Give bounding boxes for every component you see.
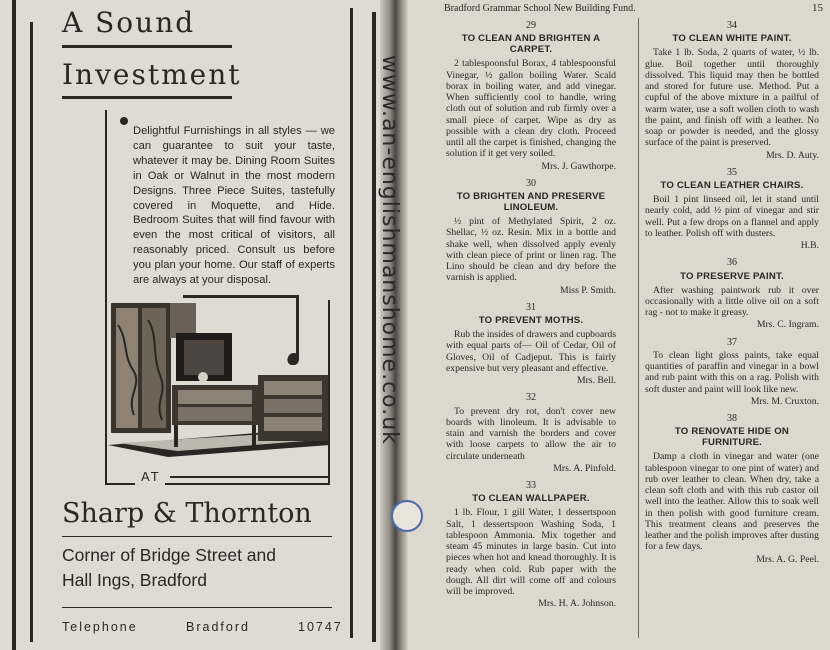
recipe-signature: Mrs. H. A. Johnson.	[538, 598, 616, 610]
title-rule-1	[62, 45, 232, 48]
recipe-body: Rub the insides of drawers and cupboards with equal parts of— Oil of Cedar, Oil of Gloves, Oil of Cadjeput. This is fairly expensive but very pleasant and effective.	[446, 329, 616, 374]
recipe-number: 31	[526, 301, 536, 313]
recipe-body: Boil 1 pint linseed oil, let it stand until nearly cold, add ½ pint of vinegar and stir well. Put a few drops on a flannel and apply to leather. Polish off with dusters.	[645, 194, 819, 239]
recipe-32	[446, 392, 616, 474]
at-rule	[170, 476, 330, 478]
furniture-illustration	[108, 295, 330, 460]
recipe-body: 1 lb. Flour, 1 gill Water, 1 dessertspoon Salt, 1 dessertspoon Washing Soda, 1 tablespoon Ammonia. Mix together and steam 45 minutes in large basin. Cut into pieces when hot and knead thoroughly. It is ready when cold. Rub paper with the dough. All dirt will come off and colours will be improved.	[446, 507, 616, 597]
address-line2: Hall Ings, Bradford	[62, 570, 207, 590]
recipe-body: 2 tablespoonsful Borax, 4 tablespoonsful Vinegar, ½ gallon boiling Water. Scald borax in boiling water, and add vinegar. When sufficiently cool to handle, wring cloth out of solution and rub firmly over a small piece of carpet. Wipe as dry as possible with a clean dry cloth. Proceed until all the carpet is finished, changing the solution if it get very soiled.	[446, 58, 616, 160]
address-rule	[62, 607, 332, 608]
recipe-body: Take 1 lb. Soda, 2 quarts of water, ½ lb. glue. Boil together until thoroughly dissolved. This liquid may then be bottled and stored for future use. Method. Put a cupful of the above mixture in a pailful of warm water, use a soft wollen cloth to wash the paint, and finish off with a leather. No soap or powder is needed, and the glossy surface of the paint is preserved.	[645, 47, 819, 149]
recipe-column-right	[645, 20, 819, 571]
telephone-number: 10747	[298, 620, 343, 634]
recipe-title: TO BRIGHTEN AND PRESERVE LINOLEUM.	[456, 191, 606, 213]
ad-title-line1: A Sound	[62, 6, 196, 39]
recipe-body: To prevent dry rot, don't cover new boards with linoleum. It is advisable to stain and varnish the borders and cover with loose carpets to allow the air to circulate underneath	[446, 405, 616, 462]
recipe-body: After washing paintwork rub it over occasionally with a little olive oil on a soft rag - not to make it greasy.	[645, 284, 819, 318]
recipe-number: 36	[727, 257, 737, 269]
recipe-signature: Mrs. J. Gawthorpe.	[541, 160, 616, 172]
illustration-frame-left	[105, 110, 107, 485]
recipe-title: TO CLEAN AND BRIGHTEN A CARPET.	[461, 33, 601, 56]
recipe-title: TO CLEAN LEATHER CHAIRS.	[660, 180, 804, 191]
firm-name: Sharp & Thornton	[62, 498, 312, 529]
recipe-number: 35	[727, 166, 737, 178]
recipe-signature: H.B.	[800, 240, 819, 251]
recipe-title: TO PRESERVE PAINT.	[680, 270, 784, 282]
recipe-signature: Mrs. M. Cruxton.	[750, 395, 819, 407]
telephone-town: Bradford	[186, 620, 250, 634]
recipe-signature: Mrs. D. Auty.	[766, 149, 819, 161]
recipe-title: TO CLEAN WALLPAPER.	[472, 493, 590, 505]
recipe-34	[645, 20, 819, 161]
outer-right-rule	[372, 12, 376, 642]
recipe-number: 32	[526, 392, 536, 404]
bullet-dot	[120, 117, 128, 125]
address-line1: Corner of Bridge Street and	[62, 545, 277, 565]
recipe-column-left	[446, 20, 616, 616]
running-head: Bradford Grammar School New Building Fund.	[444, 3, 636, 14]
recipe-signature: Mrs. A. Pinfold.	[553, 462, 616, 474]
recipe-signature: Miss P. Smith.	[560, 284, 616, 296]
illustration-frame-bottom-left	[105, 483, 135, 485]
inner-left-rule	[30, 22, 33, 642]
recipe-35	[645, 167, 819, 252]
recipe-body: To clean light gloss paints, take equal quantities of paraffin and vinegar in a bowl and rub paint with this on a rag. Polish with soft duster and paint will look like new.	[645, 349, 819, 395]
page-number: 15	[812, 2, 823, 14]
recipe-37	[645, 337, 819, 408]
recipe-body: Damp a cloth in vinegar and water (one tablespoon vinegar to one pint of water) and rub over leather to clean. When dry, take a clean soft cloth and with this rub castor oil well into the leather. Allow this to soak well in then polish with good furniture cream. This treatment cleans and preserves the leather and the polish improves after dusting for a few days.	[645, 451, 819, 553]
recipe-36	[645, 257, 819, 330]
recipe-title: TO RENOVATE HIDE ON FURNITURE.	[674, 426, 790, 449]
ad-body-text: Delightful Furnishings in all styles — we can guarantee to suit your taste, whatever it may be. Dining Room Suites in Oak or Walnut in the most modern Designs. Three Piece Suites, tastefully covered in Moquette, and Hide. Bedroom Suites that will find favour with even the most critical of visitors, all reasonably priced. Consult us before you plan your home. Our staff of experts are always at your disposal.	[133, 125, 335, 287]
recipe-signature: Mrs. C. Ingram.	[756, 319, 819, 331]
recipe-signature: Mrs. A. G. Peel.	[756, 553, 819, 565]
recipe-33	[446, 480, 616, 610]
illustration-frame-bottom-right	[165, 483, 330, 485]
telephone-label: Telephone	[62, 620, 138, 634]
recipe-title: TO CLEAN WHITE PAINT.	[672, 33, 792, 45]
left-border-rule	[12, 0, 16, 650]
recipe-38	[645, 413, 819, 565]
title-rule-2	[62, 96, 232, 99]
recipe-number: 33	[526, 480, 536, 491]
recipe-title: TO PREVENT MOTHS.	[478, 315, 584, 326]
recipe-number: 34	[727, 20, 737, 31]
recipe-signature: Mrs. Bell.	[576, 375, 616, 386]
recipe-body: ½ pint of Methylated Spirit, 2 oz. Shellac, ½ oz. Resin. Mix in a bottle and shake well, when dissolved apply evenly with clean piece of print or linen rag. The Lino should be clean and dry before the varnish is applied.	[446, 216, 616, 284]
at-label: AT	[141, 469, 161, 484]
recipe-29	[446, 20, 616, 172]
watermark-logo-icon	[391, 500, 423, 532]
recipe-30	[446, 178, 616, 296]
recipe-number: 30	[526, 177, 536, 189]
ad-title-line2: Investment	[62, 58, 242, 91]
firm-rule	[62, 536, 332, 537]
inner-right-rule	[350, 8, 353, 638]
column-divider	[638, 18, 639, 638]
recipe-31	[446, 302, 616, 387]
recipe-number: 29	[526, 20, 536, 31]
recipe-number: 38	[727, 413, 737, 424]
watermark-text: www.an-englishmanshome.co.uk	[377, 55, 402, 445]
recipe-number: 37	[727, 336, 737, 348]
